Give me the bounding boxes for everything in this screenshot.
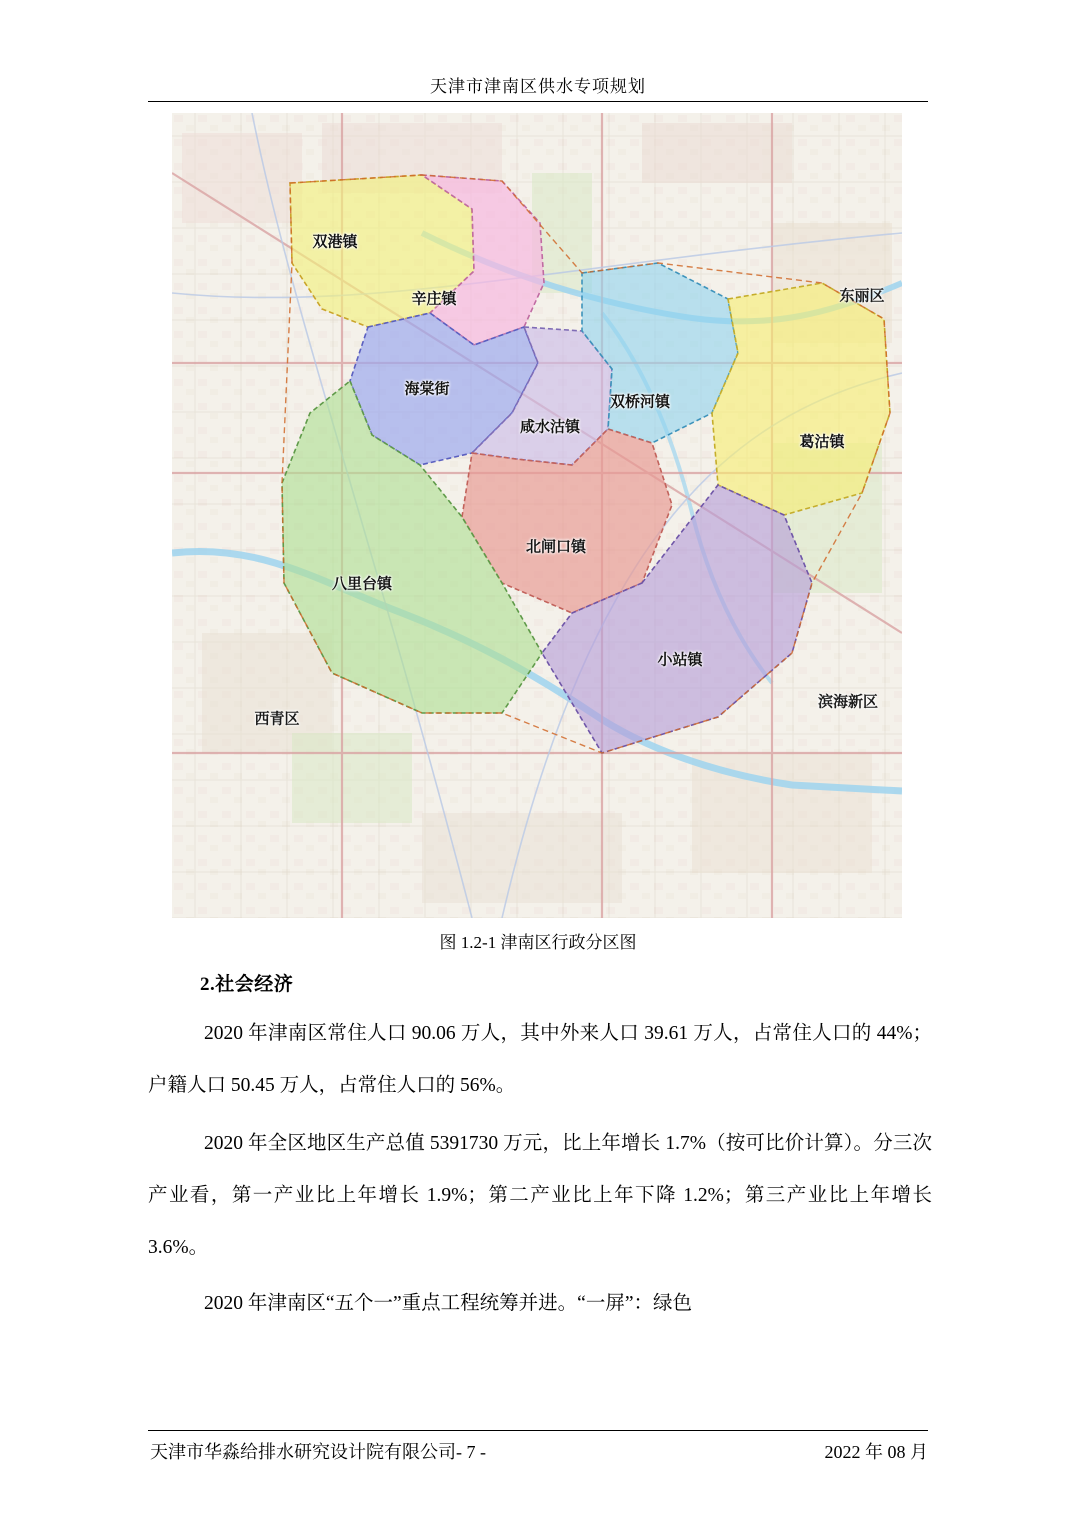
map-label-xiqingqu: 西青区 [254,710,300,728]
page-header [148,72,928,97]
figure-map [172,113,902,918]
paragraph-text: 2020 年津南区常住人口 90.06 万人，其中外来人口 39.61 万人，占常住人口的 44%；户籍人口 50.45 万人，占常住人口的 56%。 [148,1023,932,1096]
map-label-xianshuiguzhen: 咸水沽镇 [519,418,581,436]
map-label-geguzhen: 葛沽镇 [799,433,845,451]
paragraph-text: 2020 年津南区“五个一”重点工程统筹并进。“一屏”：绿色 [204,1293,692,1314]
header-divider [148,101,928,102]
map-label-xinzhuangzhen: 辛庄镇 [411,290,457,308]
section-heading: 2.社会经济 [200,974,294,995]
map-label-binhaixinqu: 滨海新区 [817,693,879,711]
header-title: 天津市津南区供水专项规划 [430,77,646,96]
district-geguzhen [712,283,890,515]
map-label-shuanggangzhen: 双港镇 [312,233,358,251]
paragraph-text: 2020 年全区地区生产总值 5391730 万元，比上年增长 1.7%（按可比价计算）。分三次产业看，第一产业比上年增长 1.9%；第二产业比上年下降 1.2%；第三产业比上年增长 3.6%。 [148,1133,932,1258]
paragraph-population [148,1008,932,1112]
map-label-balitaizhen: 八里台镇 [331,575,393,593]
footer-right-text: 2022 年 08 月 [824,1442,928,1462]
paragraph-gdp [148,1118,932,1274]
map-label-beizhakouzhen: 北闸口镇 [525,538,587,556]
figure-caption: 图 1.2-1 津南区行政分区图 [439,933,637,952]
footer-left-text: 天津市华淼给排水研究设计院有限公司- 7 - [150,1442,486,1462]
map-label-dongliqu: 东丽区 [839,287,885,305]
footer-divider [148,1430,928,1431]
map-label-haitangjie: 海棠街 [404,380,450,398]
map-label-xiaozhanzhen: 小站镇 [657,651,703,669]
administrative-division-map [172,113,902,918]
map-label-shuangqiaohezhen: 双桥河镇 [609,393,671,411]
paragraph-projects [148,1278,932,1330]
